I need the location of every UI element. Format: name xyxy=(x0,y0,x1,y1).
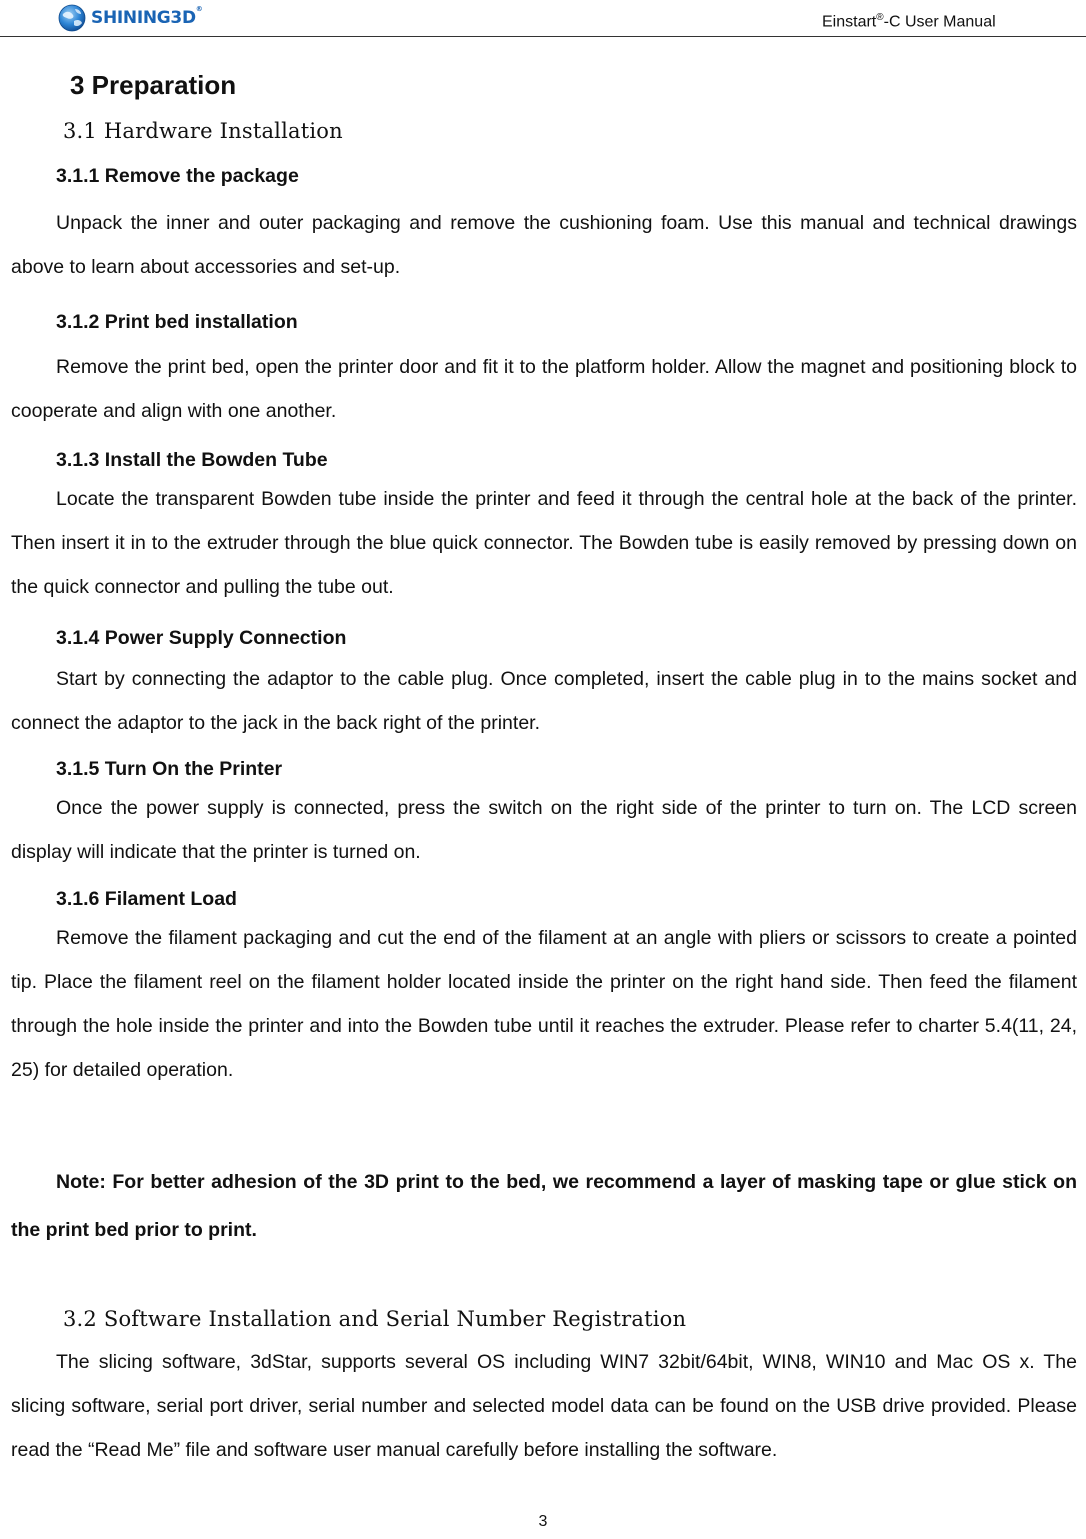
manual-title: Einstart®-C User Manual xyxy=(822,12,996,31)
paragraph-3-2: The slicing software, 3dStar, supports several OS including WIN7 32bit/64bit, WIN8, WIN10 and Mac OS x. The slicing software, serial port driver, serial number and selected model data can be found on the USB drive provided. Please read the “Read Me” file and software user manual carefully before installing the software. xyxy=(11,1351,1077,1461)
subsection-title-3-1-1: 3.1.1 Remove the package xyxy=(56,165,299,187)
chapter-title: 3 Preparation xyxy=(70,70,237,100)
note-adhesion: Note: For better adhesion of the 3D print to the bed, we recommend a layer of masking tape or glue stick on the print bed prior to print. xyxy=(11,1171,1077,1241)
subsection-title-3-1-3: 3.1.3 Install the Bowden Tube xyxy=(56,449,328,471)
paragraph-3-1-4: Start by connecting the adaptor to the cable plug. Once completed, insert the cable plug in to the mains socket and connect the adaptor to the jack in the back right of the printer. xyxy=(11,668,1077,734)
subsection-title-3-1-6: 3.1.6 Filament Load xyxy=(56,888,237,910)
paragraph-3-1-6: Remove the filament packaging and cut the end of the filament at an angle with pliers or scissors to create a pointed tip. Place the filament reel on the filament holder located inside the printer on the right hand side. Then feed the filament through the hole inside the printer and into the Bowden tube until it reaches the extruder. Please refer to charter 5.4(11, 24, 25) for detailed operation. xyxy=(11,927,1077,1081)
paragraph-3-1-1: Unpack the inner and outer packaging and remove the cushioning foam. Use this manual and technical drawings above to learn about accessories and set-up. xyxy=(11,212,1077,278)
paragraph-3-1-3: Locate the transparent Bowden tube inside the printer and feed it through the central hole at the back of the printer. Then insert it in to the extruder through the blue quick connector. The Bowden tube is easily removed by pressing down on the quick connector and pulling the tube out. xyxy=(11,488,1077,598)
logo-wordmark: SHINING3D® xyxy=(91,5,203,28)
page-header xyxy=(0,0,1086,37)
paragraph-3-1-2: Remove the print bed, open the printer door and fit it to the platform holder. Allow the magnet and positioning block to cooperate and align with one another. xyxy=(11,356,1077,422)
subsection-title-3-1-5: 3.1.5 Turn On the Printer xyxy=(56,758,283,780)
paragraph-3-1-5: Once the power supply is connected, press the switch on the right side of the printer to turn on. The LCD screen display will indicate that the printer is turned on. xyxy=(11,797,1077,863)
globe-logo-icon xyxy=(57,3,87,33)
section-title-3-1: 3.1 Hardware Installation xyxy=(63,119,343,143)
subsection-title-3-1-2: 3.1.2 Print bed installation xyxy=(56,311,298,333)
subsection-title-3-1-4: 3.1.4 Power Supply Connection xyxy=(56,627,347,649)
shining3d-logo xyxy=(57,2,202,34)
page-number: 3 xyxy=(538,1513,548,1530)
section-title-3-2: 3.2 Software Installation and Serial Number Registration xyxy=(63,1307,687,1331)
